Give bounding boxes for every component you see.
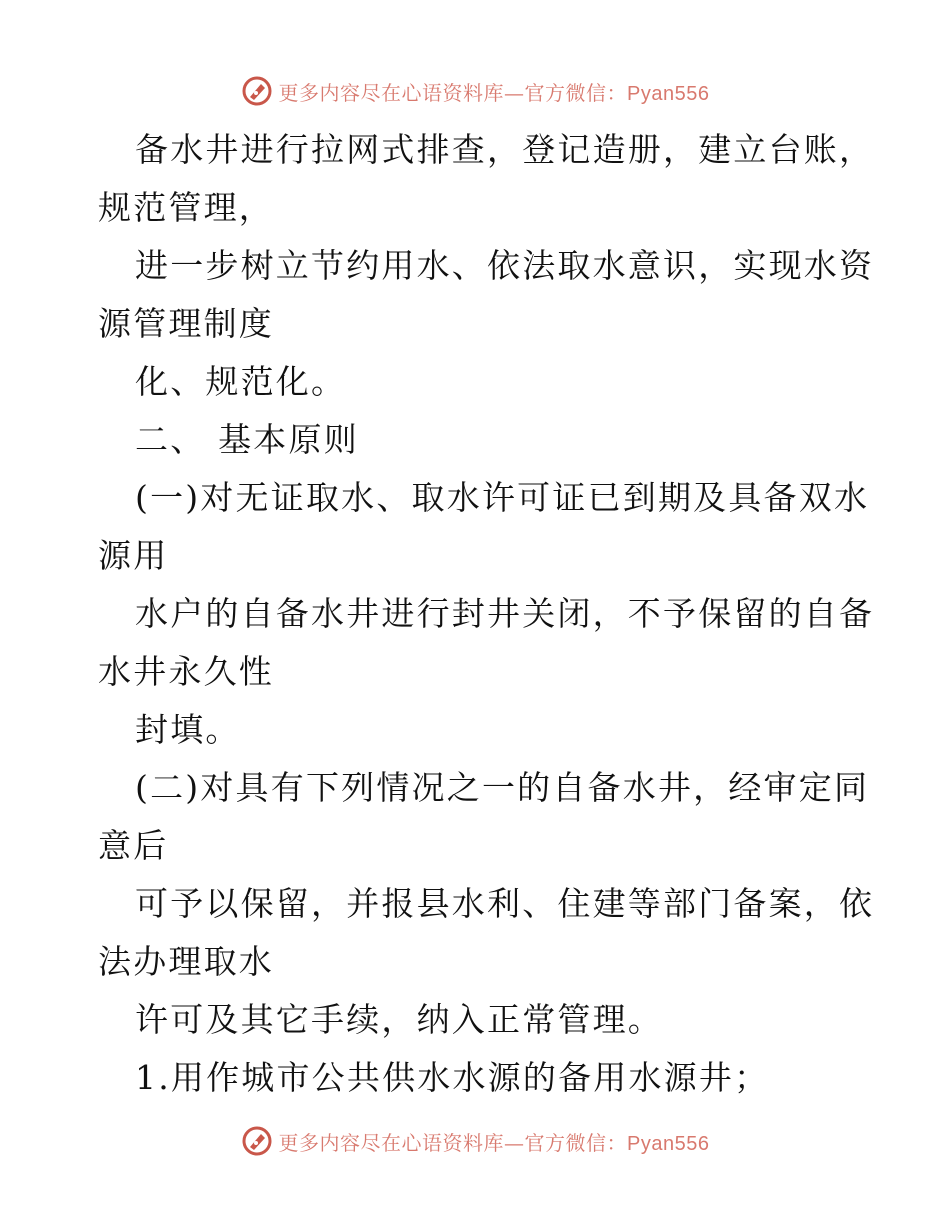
header-banner-label: 更多内容尽在心语资料库—官方微信： <box>278 80 628 105</box>
document-line: 化、规范化。 <box>135 362 347 401</box>
document-body <box>98 121 875 1107</box>
document-line: 源管理制度 <box>98 304 274 343</box>
footer-banner-label: 更多内容尽在心语资料库—官方微信： <box>278 1130 628 1155</box>
document-line: 意后 <box>98 826 169 865</box>
document-line: 二、 基本原则 <box>135 420 359 459</box>
document-line: 规范管理， <box>98 188 274 227</box>
header-wechat-id: Pyan556 <box>627 82 710 105</box>
pen-nib-logo-icon <box>241 1125 273 1157</box>
footer-banner <box>0 1121 950 1161</box>
document-line: 进一步树立节约用水、依法取水意识，实现水资 <box>135 246 875 285</box>
document-line: (二)对具有下列情况之一的自备水井，经审定同 <box>135 768 870 807</box>
footer-wechat-id: Pyan556 <box>627 1132 710 1155</box>
document-line: 水户的自备水井进行封井关闭，不予保留的自备 <box>135 594 875 633</box>
document-line: 水井永久性 <box>98 652 274 691</box>
document-line: 1.用作城市公共供水水源的备用水源井； <box>135 1058 770 1097</box>
document-line: 法办理取水 <box>98 942 274 981</box>
document-line: 可予以保留，并报县水利、住建等部门备案，依 <box>135 884 875 923</box>
document-line: 源用 <box>98 536 169 575</box>
document-line: 封填。 <box>135 710 241 749</box>
header-banner-text <box>279 77 710 106</box>
document-line: 许可及其它手续，纳入正常管理。 <box>135 1000 663 1039</box>
document-line: (一)对无证取水、取水许可证已到期及具备双水 <box>135 478 870 517</box>
footer-banner-text <box>279 1127 710 1156</box>
document-line: 备水井进行拉网式排查，登记造册，建立台账， <box>135 130 875 169</box>
header-banner <box>0 71 950 111</box>
pen-nib-logo-icon <box>241 75 273 107</box>
